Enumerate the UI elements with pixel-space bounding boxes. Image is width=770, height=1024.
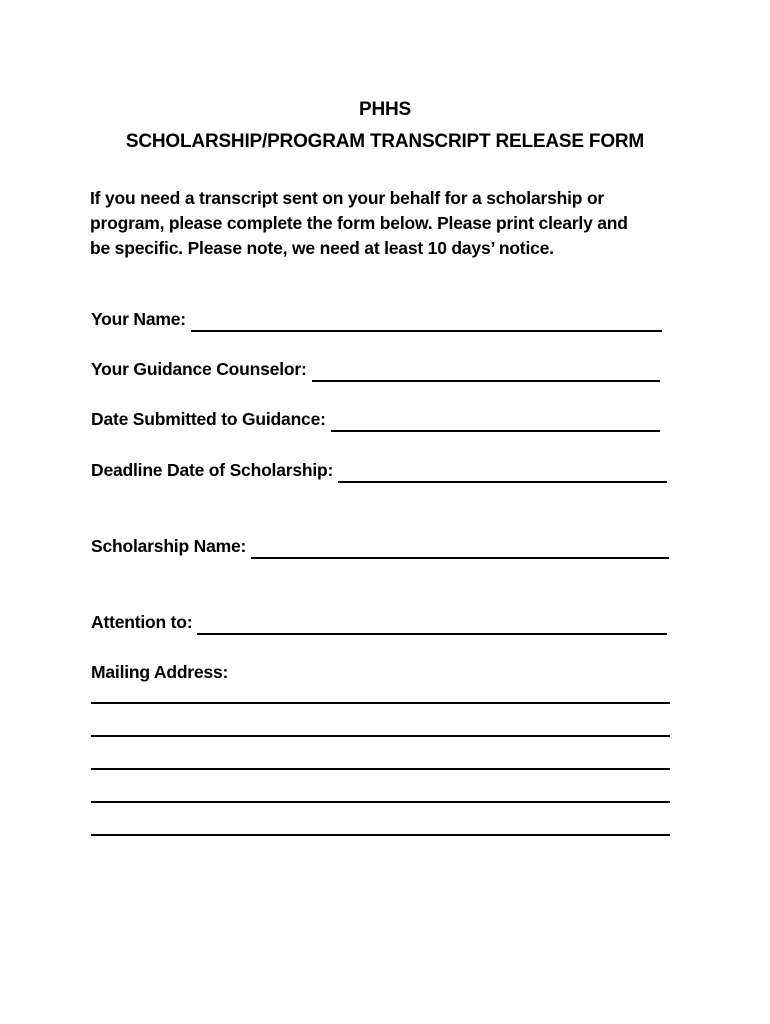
your-name-field: [91, 306, 662, 332]
mailing-address-line[interactable]: [91, 834, 670, 836]
attention-to-label: Attention to:: [91, 612, 193, 632]
guidance-counselor-field: [91, 356, 660, 382]
scholarship-name-label: Scholarship Name:: [91, 536, 247, 556]
deadline-date-blank[interactable]: [338, 463, 667, 483]
date-submitted-blank[interactable]: [331, 412, 660, 432]
mailing-address-line[interactable]: [91, 702, 670, 704]
intro-line: program, please complete the form below. Please print clearly and: [90, 213, 628, 233]
your-name-label: Your Name:: [91, 309, 186, 329]
scholarship-name-blank[interactable]: [251, 539, 669, 559]
form-header: [0, 94, 770, 158]
scholarship-name-field: [91, 533, 669, 559]
deadline-date-field: [91, 457, 667, 483]
attention-to-field: [91, 609, 667, 635]
mailing-address-line[interactable]: [91, 768, 670, 770]
mailing-address-label: Mailing Address:: [91, 662, 229, 682]
attention-to-blank[interactable]: [197, 615, 667, 635]
form-title: SCHOLARSHIP/PROGRAM TRANSCRIPT RELEASE FORM: [125, 131, 645, 152]
school-name: PHHS: [359, 99, 411, 120]
guidance-counselor-blank[interactable]: [312, 362, 660, 382]
mailing-address-line[interactable]: [91, 801, 670, 803]
mailing-address-line[interactable]: [91, 735, 670, 737]
date-submitted-field: [91, 406, 660, 432]
date-submitted-label: Date Submitted to Guidance:: [91, 409, 326, 429]
deadline-date-label: Deadline Date of Scholarship:: [91, 460, 334, 480]
intro-paragraph: [90, 186, 690, 261]
intro-line: If you need a transcript sent on your behalf for a scholarship or: [90, 188, 605, 208]
intro-line: be specific. Please note, we need at least 10 days’ notice.: [90, 238, 554, 258]
guidance-counselor-label: Your Guidance Counselor:: [91, 359, 307, 379]
mailing-address-field: [91, 659, 228, 685]
your-name-blank[interactable]: [191, 312, 662, 332]
